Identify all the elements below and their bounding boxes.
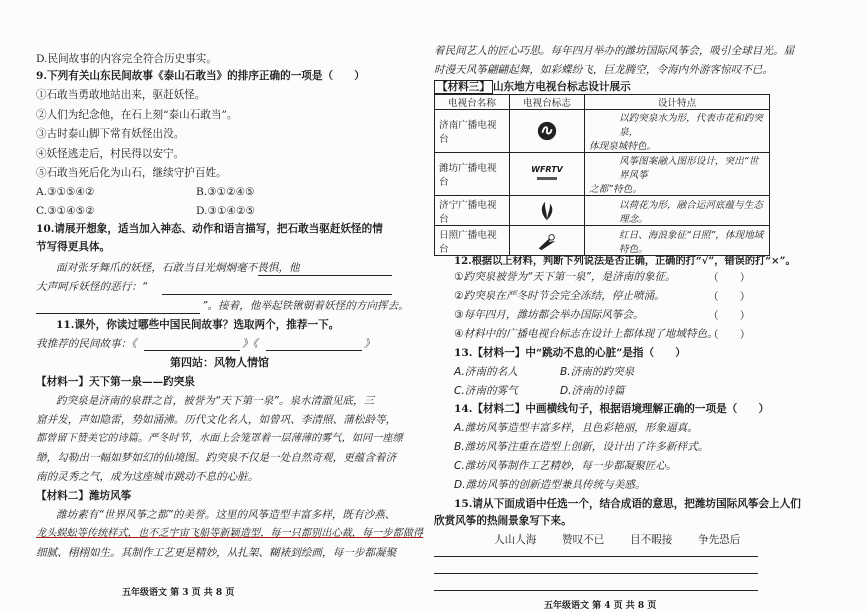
q12-answer-1[interactable]: （ ） xyxy=(708,272,751,284)
q12-answer-3[interactable]: （ ） xyxy=(708,310,751,322)
material-1-line-1: 趵突泉是济南的泉群之首，被誉为“天下第一泉”。泉水清澈见底，三 xyxy=(56,395,375,407)
q9-item-5: ⑤石敢当死后化为山石，继续守护百姓。 xyxy=(36,167,227,179)
q9-option-d[interactable]: D.③①④②⑤ xyxy=(196,205,255,217)
q15-answer-line-2[interactable] xyxy=(434,573,758,574)
q13-stem: 13.【材料一】中“跳动不息的心脏”是指（ ） xyxy=(454,347,686,359)
q9-option-a[interactable]: A.③①⑤④② xyxy=(36,186,95,198)
q9-item-1: ①石敢当勇敢地站出来，驱赶妖怪。 xyxy=(36,89,206,101)
q9-item-4: ④妖怪逃走后，村民得以安宁。 xyxy=(36,148,185,160)
spring-logo-icon xyxy=(510,110,585,153)
q14-option-b[interactable]: B.潍坊风筝注重在造型上创新，设计出了许多新样式。 xyxy=(454,441,709,453)
q11-stem: 11.课外，你读过哪些中国民间故事？选取两个，推荐一下。 xyxy=(56,319,340,331)
q10-prompt-line-2: 大声呵斥妖怪的恶行：“ xyxy=(36,281,148,293)
q12-answer-4[interactable]: （ ） xyxy=(708,329,751,341)
table-row xyxy=(435,226,770,256)
material-1-title: 【材料一】天下第一泉——趵突泉 xyxy=(36,376,195,388)
table-row xyxy=(435,110,770,153)
q14-option-c[interactable]: C.潍坊风筝制作工艺精妙，每一步都凝聚匠心。 xyxy=(454,460,677,472)
q10-line-2: 节写得更具体。 xyxy=(36,241,111,253)
material-2-cont-1: 着民间艺人的匠心巧思。每年四月举办的潍坊国际风筝会，吸引全球目光。届 xyxy=(434,45,795,57)
q9-option-c[interactable]: C.③①④⑤② xyxy=(36,205,95,217)
q11-story-2-blank[interactable] xyxy=(266,350,362,351)
header-design-features: 设计特点 xyxy=(585,95,770,110)
q12-stem: 12.根据以上材料，判断下列说法是否正确，正确的打“√”，错误的打“×”。 xyxy=(454,255,796,267)
q11-recommend-label: 我推荐的民间故事：《 xyxy=(36,338,137,350)
q10-prompt-end: ”。接着，他举起铁锹朝着妖怪的方向挥去。 xyxy=(202,300,409,312)
q10-line-1: 10.请展开想象，适当加入神态、动作和语言描写，把石敢当驱赶妖怪的情 xyxy=(36,223,383,235)
q15-answer-line-3[interactable] xyxy=(434,590,758,591)
q11-story-1-blank[interactable] xyxy=(144,350,240,351)
q13-option-a[interactable]: A.济南的名人 xyxy=(454,366,518,378)
table-row xyxy=(435,153,770,196)
q15-line-2: 欣赏风筝的热闹景象写下来。 xyxy=(434,515,572,527)
left-footer: 五年级语文 第 3 页 共 8 页 xyxy=(122,588,235,598)
material-3-label: 【材料三】 xyxy=(434,80,493,94)
material-1-line-5: 南的灵秀之气，成为这座城市跳动不息的心脏。 xyxy=(36,471,259,483)
q11-recommend-mid: 》《 xyxy=(242,338,258,350)
material-2-line-2: 龙头蜈蚣等传统样式，也不乏宇宙飞船等新颖造型，每一只都别出心裁，每一步都做得 xyxy=(36,528,424,539)
table-header-row xyxy=(435,95,770,110)
q15-line-1: 15.请从下面成语中任选一个，结合成语的意思，把潍坊国际风筝会上人们 xyxy=(454,498,801,510)
design-feature: 风筝图案融入图形设计，突出“世界风筝 之都”特色。 xyxy=(585,153,770,196)
design-feature: 以荷花为形，融合运河底蕴与生态理念。 xyxy=(585,196,770,226)
q9-stem: 9.下列有关山东民间故事《泰山石敢当》的排序正确的一项是（ ） xyxy=(36,70,365,82)
left-page xyxy=(0,0,432,612)
sun-logo-icon xyxy=(510,226,585,256)
q14-option-a[interactable]: A.潍坊风筝造型丰富多样，且色彩艳丽，形象逼真。 xyxy=(454,422,698,434)
q12-item-1: ①趵突泉被誉为“天下第一泉”，是济南的象征。 xyxy=(454,271,676,283)
q9-item-3: ③古时泰山脚下常有妖怪出没。 xyxy=(36,128,185,140)
material-1-line-3: 都曾留下赞美它的诗篇。严冬时节，水面上会笼罩着一层薄薄的雾气，如同一座缥 xyxy=(36,433,403,444)
material-1-line-2: 窟并发，声如隐雷，势如涌沸。历代文化名人，如曾巩、李清照、蒲松龄等， xyxy=(36,414,397,426)
idiom-4[interactable]: 争先恐后 xyxy=(698,534,741,546)
table-row xyxy=(435,196,770,226)
section-title: 第四站：风物人情馆 xyxy=(170,356,269,369)
material-2-line-3: 细腻、栩栩如生。其制作工艺更是精妙，从扎架、糊裱到绘画，每一步都凝聚 xyxy=(36,547,397,559)
q12-item-4: ④材料中的广播电视台标志在设计上都体现了地域特色。 xyxy=(454,328,718,340)
q13-option-d[interactable]: D.济南的诗篇 xyxy=(560,385,625,397)
design-feature: 以趵突泉水为形，代表市花和趵突泉， 体现泉城特色。 xyxy=(585,110,770,153)
header-station-name: 电视台名称 xyxy=(435,95,510,110)
q10-answer-blank-1[interactable] xyxy=(258,275,392,276)
q12-item-2: ②趵突泉在严冬时节会完全冻结，停止喷涌。 xyxy=(454,290,665,302)
lotus-logo-icon xyxy=(510,196,585,226)
q8-option-d: D.民间故事的内容完全符合历史事实。 xyxy=(36,53,217,65)
station-name: 济南广播电视台 xyxy=(435,110,510,153)
q11-recommend-end: 》 xyxy=(364,338,375,350)
material-2-title: 【材料二】潍坊风筝 xyxy=(36,490,132,502)
q13-option-b[interactable]: B.济南的趵突泉 xyxy=(560,366,635,378)
kite-logo-icon: WFRTV xyxy=(510,153,585,196)
design-feature: 红日、海浪象征“日照”，体现地域特色。 xyxy=(585,226,770,256)
station-name: 日照广播电视台 xyxy=(435,226,510,256)
station-name: 济宁广播电视台 xyxy=(435,196,510,226)
q15-answer-line-1[interactable] xyxy=(434,556,758,557)
material-3-title xyxy=(434,80,631,94)
material-3-heading: 山东地方电视台标志设计展示 xyxy=(492,81,631,93)
header-station-logo: 电视台标志 xyxy=(510,95,585,110)
q9-item-2: ②人们为纪念他，在石上刻“泰山石敢当”。 xyxy=(36,109,238,121)
material-2-line-1: 潍坊素有“世界风筝之都”的美誉。这里的风筝造型丰富多样，既有沙燕、 xyxy=(56,509,396,521)
q10-answer-blank-3[interactable] xyxy=(36,313,200,314)
right-page xyxy=(432,0,867,612)
q10-answer-blank-2[interactable] xyxy=(162,294,392,295)
q12-answer-2[interactable]: （ ） xyxy=(708,291,751,303)
q12-item-3: ③每年四月，潍坊都会举办国际风筝会。 xyxy=(454,309,644,321)
q9-option-b[interactable]: B.③①②④⑤ xyxy=(196,186,255,198)
q14-option-d[interactable]: D.潍坊风筝的创新造型兼具传统与美感。 xyxy=(454,479,646,491)
q14-stem: 14.【材料二】中画横线句子，根据语境理解正确的一项是（ ） xyxy=(454,403,770,415)
tv-logo-table xyxy=(434,94,770,256)
material-2-cont-2: 时漫天风筝翩翩起舞，如彩蝶纷飞，巨龙腾空，令海内外游客惊叹不已。 xyxy=(434,64,773,76)
station-name: 潍坊广播电视台 xyxy=(435,153,510,196)
q10-prompt-line: 面对张牙舞爪的妖怪，石敢当目光炯炯毫不畏惧，他 xyxy=(56,262,300,274)
idiom-1[interactable]: 人山人海 xyxy=(494,534,537,546)
idiom-3[interactable]: 目不暇接 xyxy=(630,534,673,546)
q13-option-c[interactable]: C.济南的雾气 xyxy=(454,385,518,397)
right-footer: 五年级语文 第 4 页 共 8 页 xyxy=(544,601,657,611)
material-1-line-4: 缈，勾勒出一幅如梦如幻的仙境图。趵突泉不仅是一处自然奇观，更蕴含着济 xyxy=(36,452,397,464)
idiom-2[interactable]: 赞叹不已 xyxy=(562,534,605,546)
